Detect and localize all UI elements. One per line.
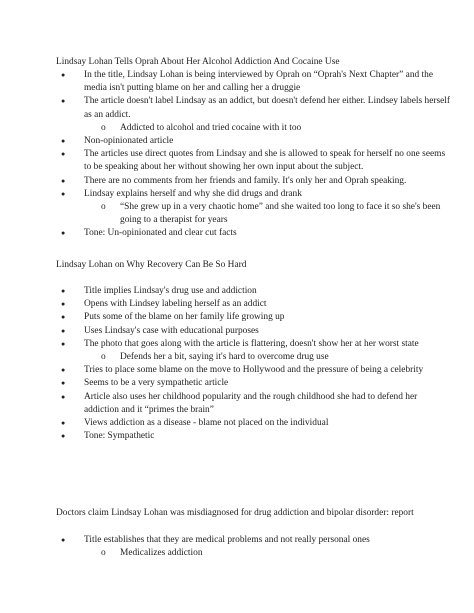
- list-item-text: The articles use direct quotes from Lindsay and she is allowed to speak for herself no one seems to be speaking about her without showing her own input about the subject.: [84, 149, 446, 173]
- list-item: [56, 417, 450, 430]
- list-item: [56, 285, 450, 298]
- list-item: [56, 188, 450, 228]
- list-item: [56, 95, 450, 135]
- sub-list-item: [84, 122, 450, 135]
- list-item-text: The photo that goes along with the article is flattering, doesn't show her at her worst state: [84, 338, 419, 349]
- sub-list-item: [84, 201, 450, 227]
- sub-list-item: [84, 547, 450, 560]
- section-heading-recovery: Lindsay Lohan on Why Recovery Can Be So Hard: [56, 260, 247, 270]
- list-item-text: Seems to be a very sympathetic article: [84, 378, 229, 389]
- sub-list: [84, 351, 450, 364]
- list-item-text: Lindsay explains herself and why she did drugs and drank: [84, 188, 302, 199]
- list-item-text: Title establishes that they are medical problems and not really personal ones: [84, 535, 370, 545]
- list-item-text: There are no comments from her friends and family. It's only her and Oprah speaking.: [84, 175, 407, 186]
- list-item: [56, 364, 450, 377]
- sub-list-item-text: Medicalizes addiction: [120, 548, 203, 559]
- list-item: [56, 325, 450, 338]
- list-item-text: Article also uses her childhood popularity and the rough childhood she had to defend her addiction and it “primes the brain”: [84, 391, 418, 415]
- list-item-text: Uses Lindsay's case with educational purposes: [84, 325, 259, 336]
- sub-list-item-text: Addicted to alcohol and tried cocaine with it too: [120, 122, 302, 133]
- list-item: [56, 391, 450, 417]
- list-item: [56, 338, 450, 364]
- list-item: [56, 311, 450, 324]
- list-item-text: Tries to place some blame on the move to Hollywood and the pressure of being a celebrity: [84, 365, 424, 376]
- list-item: [56, 135, 450, 148]
- list-item-text: In the title, Lindsay Lohan is being interviewed by Oprah on “Oprah's Next Chapter” and the media isn't putting blame on her and calling her a druggie: [84, 70, 433, 94]
- list-item-text: Tone: Sympathetic: [84, 431, 155, 442]
- list-item-text: The article doesn't label Lindsay as an addict, but doesn't defend her either. Lindsey labels herself as an addict.: [84, 96, 451, 120]
- sub-list: [84, 201, 450, 227]
- list-item: [56, 175, 450, 188]
- notes-list-misdiagnosis: [56, 534, 450, 560]
- list-item: [56, 227, 450, 240]
- list-item-text: Title implies Lindsay's drug use and addiction: [84, 286, 257, 296]
- list-item: [56, 298, 450, 311]
- sub-list-item-text: “She grew up in a very chaotic home” and she waited too long to face it so she's been going to a therapist for years: [120, 202, 441, 226]
- list-item-text: Opens with Lindsey labeling herself as an addict: [84, 299, 267, 310]
- sub-list: [84, 122, 450, 135]
- section-heading-misdiagnosis: Doctors claim Lindsay Lohan was misdiagnosed for drug addiction and bipolar disorder: report: [56, 508, 414, 518]
- section-heading-oprah-interview: Lindsay Lohan Tells Oprah About Her Alcohol Addiction And Cocaine Use: [56, 57, 340, 67]
- list-item: [56, 69, 450, 95]
- list-item-text: Tone: Un-opinionated and clear cut facts: [84, 228, 237, 239]
- list-item: [56, 148, 450, 174]
- list-item: [56, 377, 450, 390]
- list-item: [56, 430, 450, 443]
- sub-list-item: [84, 351, 450, 364]
- notes-list-recovery: [56, 285, 450, 443]
- list-item: [56, 534, 450, 560]
- sub-list-item-text: Defends her a bit, saying it's hard to overcome drug use: [120, 352, 329, 363]
- list-item-text: Puts some of the blame on her family life growing up: [84, 312, 285, 323]
- sub-list: [84, 547, 450, 560]
- list-item-text: Views addiction as a disease - blame not placed on the individual: [84, 418, 329, 429]
- list-item-text: Non-opinionated article: [84, 136, 174, 147]
- notes-list-oprah-interview: [56, 69, 450, 241]
